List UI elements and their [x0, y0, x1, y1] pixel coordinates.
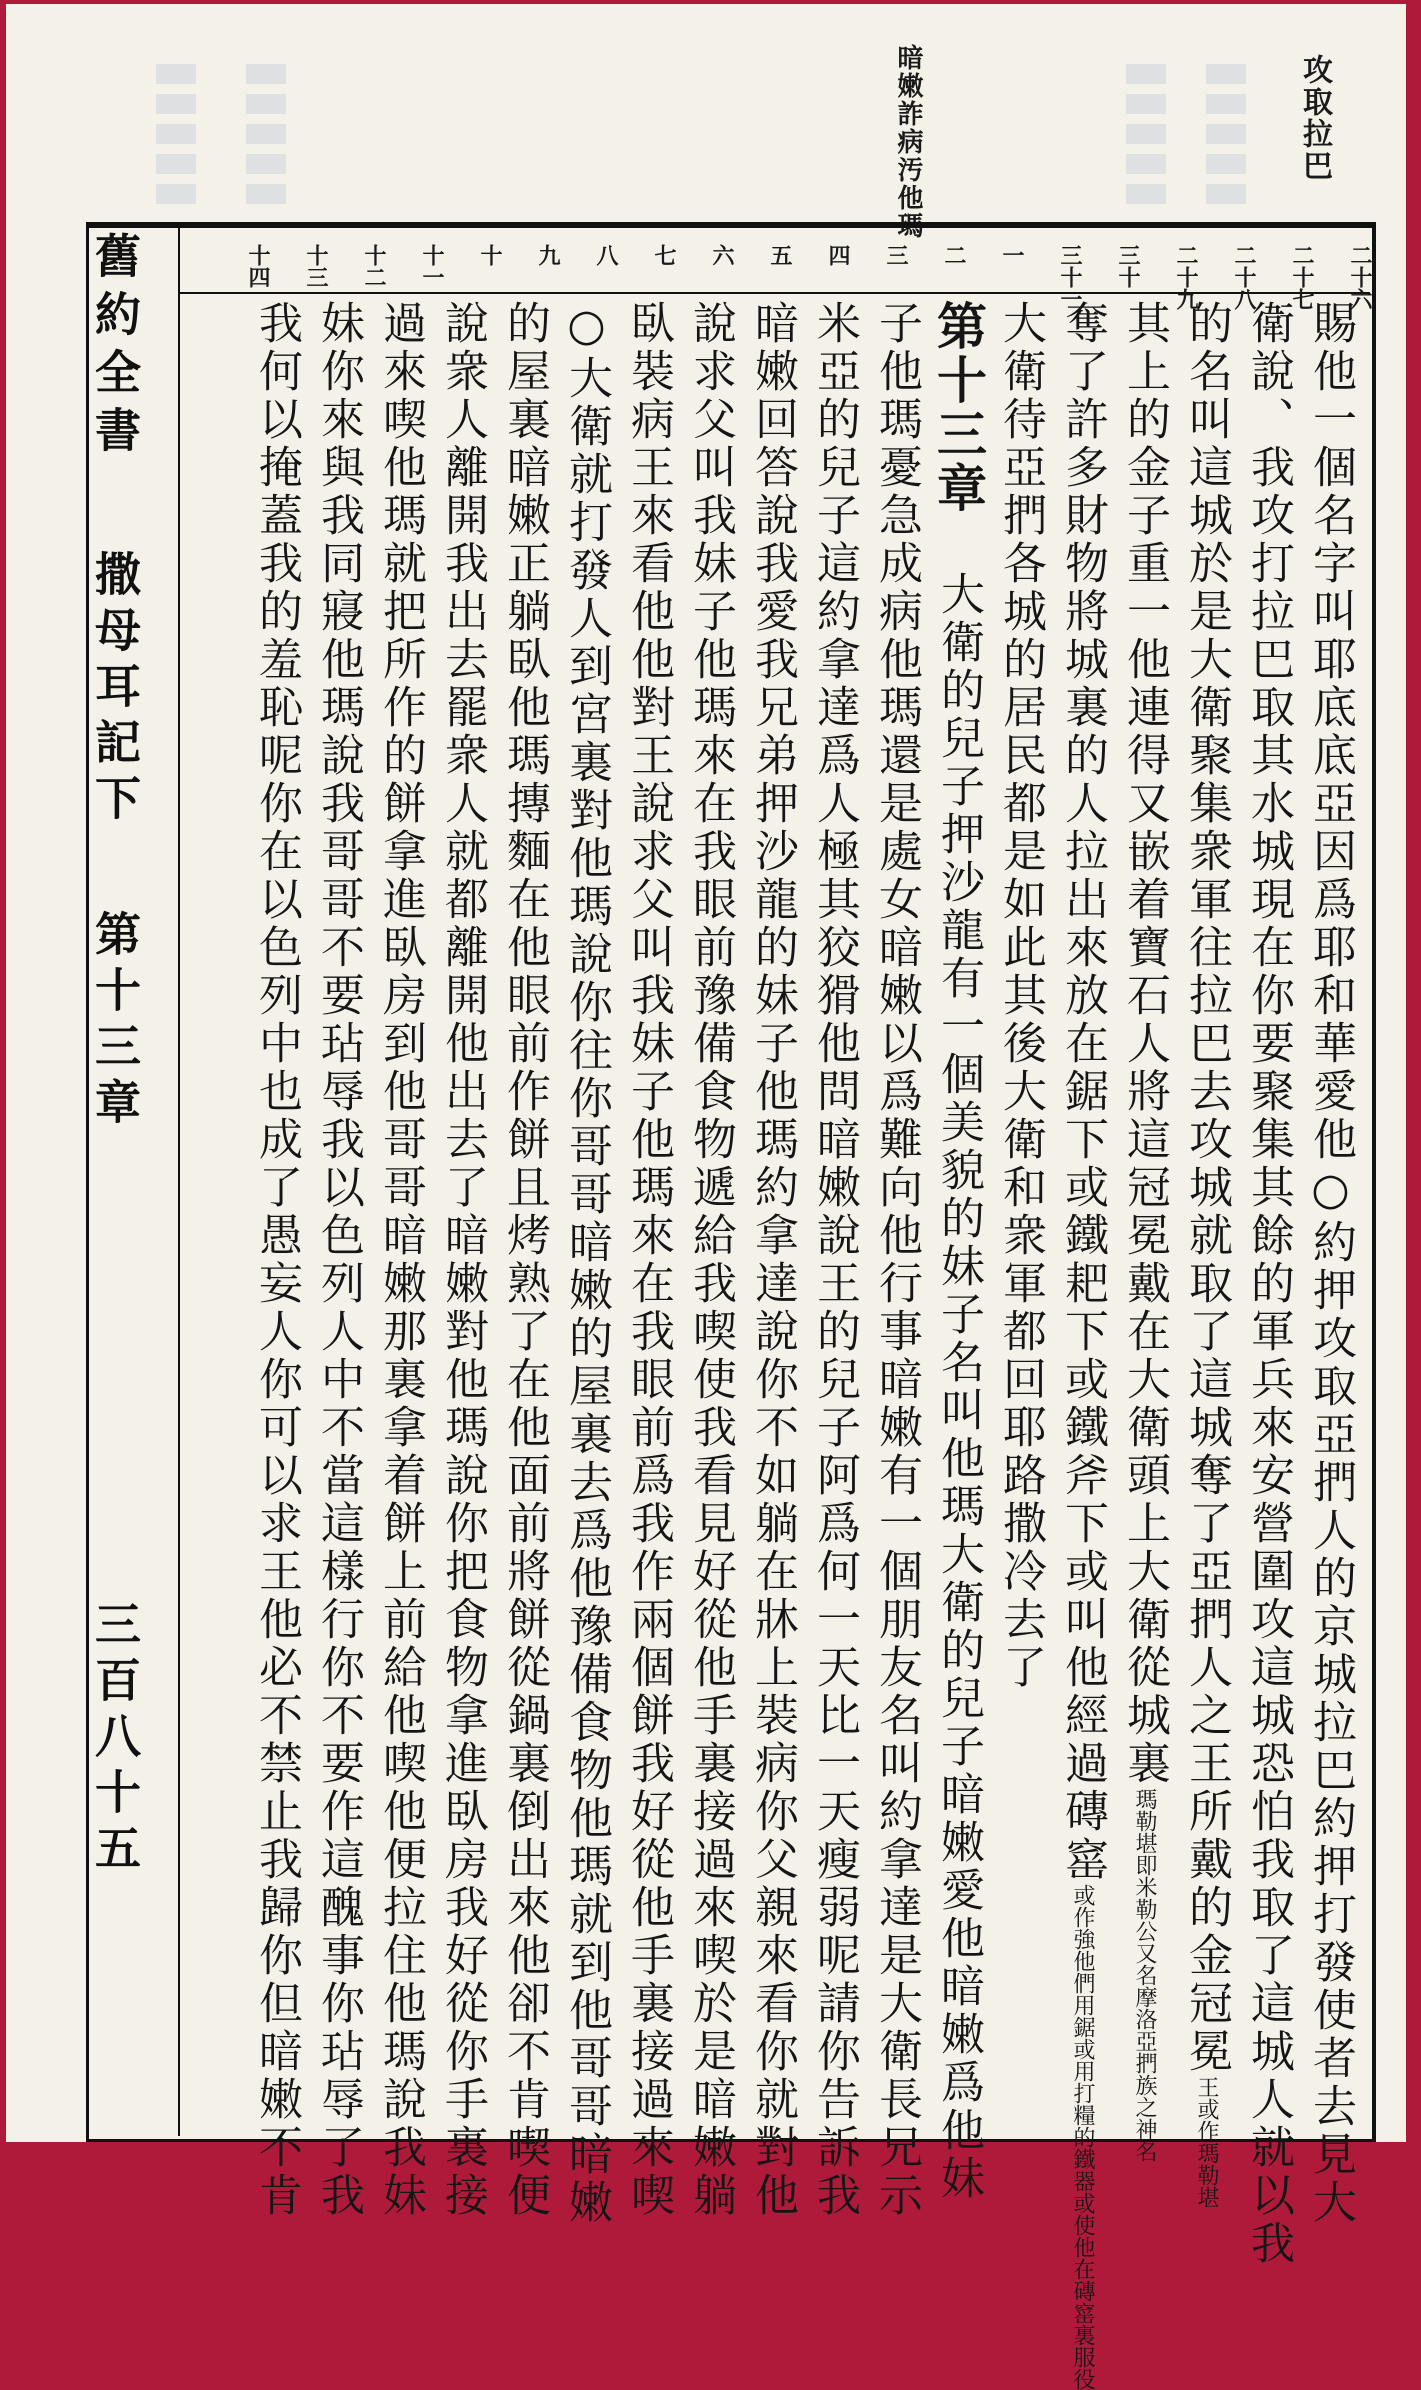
- bleed-through-mark: [156, 64, 196, 214]
- text-column: [986, 300, 1054, 2130]
- text-column: [676, 300, 744, 2220]
- column-text: [929, 300, 988, 2203]
- verse-number: 十: [477, 244, 503, 266]
- text-column: [1234, 300, 1302, 2268]
- column-text: 說求父叫我妹子他瑪來在我眼前豫備食物遞給我喫使我看見好從他手裏接過來喫於是暗嫩躺: [685, 300, 736, 2220]
- verse-number: 十三: [303, 244, 329, 288]
- verse-number: 五: [767, 244, 793, 266]
- verse-number: 一: [999, 244, 1025, 266]
- footer-divider: [178, 228, 180, 2136]
- footer-chapter: 第十三章: [88, 910, 142, 1134]
- text-column: [1048, 300, 1116, 2390]
- verse-number: 二十七: [1289, 244, 1315, 310]
- verse-number: 十四: [245, 244, 271, 288]
- footer-title: 舊約全書: [88, 232, 142, 464]
- column-text: 大衛的兒子押沙龍有一個美貌的妹子名叫他瑪大衛的兒子暗嫩愛他暗嫩爲他妹: [933, 516, 984, 2203]
- interlinear-note: 王或作瑪勒堪: [1194, 2076, 1219, 2208]
- verse-number: 七: [651, 244, 677, 266]
- interlinear-note: 或作強他們用鋸或用打糧的鐵器或使他在磚窰裏服役: [1070, 1884, 1095, 2390]
- verse-number: 八: [593, 244, 619, 266]
- column-text: 衛說、我攻打拉巴取其水城現在你要聚集其餘的軍兵來安營圍攻這城恐怕我取了這城人就以我: [1243, 300, 1294, 2268]
- text-column: [490, 300, 558, 2220]
- column-text: ○大衛就打發人到宮裏對他瑪說你往你哥哥暗嫩的屋裏去爲他豫備食物他瑪就到他哥哥暗嫩: [561, 300, 612, 2227]
- column-text: 的屋裏暗嫩正躺臥他瑪摶麵在他眼前作餅且烤熟了在他面前將餅從鍋裏倒出來他卻不肯喫便: [499, 300, 550, 2220]
- column-text: 賜他一個名字叫耶底底亞因爲耶和華愛他○約押攻取亞捫人的京城拉巴約押打發使者去見大: [1305, 300, 1356, 2227]
- column-text: 妹你來與我同寢他瑪說我哥哥不要玷辱我以色列人中不當這樣行你不要作這醜事你玷辱了我: [313, 300, 364, 2220]
- bleed-through-mark: [1206, 64, 1246, 214]
- bleed-through-mark: [246, 64, 286, 214]
- footer-book: 撒母耳記下: [88, 550, 142, 830]
- text-column: [738, 300, 806, 2220]
- column-text: 米亞的兒子這約拿達爲人極其狡猾他問暗嫩說王的兒子阿爲何一天比一天瘦弱呢請你告訴我: [809, 300, 860, 2220]
- column-text: 子他瑪憂急成病他瑪還是處女暗嫩以爲難向他行事暗嫩有一個朋友名叫約拿達是大衛長兄示: [871, 300, 922, 2220]
- verse-number: 九: [535, 244, 561, 266]
- margin-note: 暗嫩詐病汚他瑪: [893, 44, 923, 240]
- verse-number: 三: [883, 244, 909, 266]
- column-text: 暗嫩回答說我愛我兄弟押沙龍的妹子他瑪約拿達說你不如躺在牀上裝病你父親來看你就對他: [747, 300, 798, 2220]
- verse-number: 六: [709, 244, 735, 266]
- text-column: [304, 300, 372, 2220]
- column-text: 說衆人離開我出去罷衆人就都離開他出去了暗嫩對他瑪說你把食物拿進臥房我好從你手裏接: [437, 300, 488, 2220]
- verse-number: 三十一: [1057, 244, 1083, 310]
- text-column: [242, 300, 310, 2220]
- verse-number: 二十九: [1173, 244, 1199, 310]
- text-column: [428, 300, 496, 2220]
- interlinear-note: 瑪勒堪即米勒公又名摩洛亞捫族之神名: [1132, 1788, 1157, 2162]
- page-number: 三百八十五: [88, 1600, 142, 1880]
- text-column: [1296, 300, 1364, 2227]
- running-head: 攻取拉巴: [1297, 54, 1332, 182]
- column-text: 大衛待亞捫各城的居民都是如此其後大衛和衆軍都回耶路撒冷去了: [995, 300, 1046, 1692]
- text-column: [366, 300, 434, 2220]
- verse-number: 三十: [1115, 244, 1141, 288]
- verse-number: 二十六: [1347, 244, 1373, 310]
- text-column: [862, 300, 930, 2220]
- column-text: 過來喫他瑪就把所作的餅拿進臥房到他哥哥暗嫩那裏拿着餅上前給他喫他便拉住他瑪說我妹: [375, 300, 426, 2220]
- verse-number: 十一: [419, 244, 445, 288]
- column-text: 的名叫這城於是大衛聚集衆軍往拉巴去攻城就取了這城奪了亞捫人之王所戴的金冠冕: [1181, 300, 1232, 2076]
- bleed-through-mark: [1126, 64, 1166, 214]
- text-column: [924, 300, 992, 2203]
- text-column: [1172, 300, 1240, 2208]
- column-text: 臥裝病王來看他他對王說求父叫我妹子他瑪來在我眼前爲我作兩個餅我好從他手裏接過來喫: [623, 300, 674, 2220]
- verse-number: 二: [941, 244, 967, 266]
- column-text: 奪了許多財物將城裏的人拉出來放在鋸下或鐵耙下或鐵斧下或叫他經過磚窰: [1057, 300, 1108, 1884]
- verse-number: 十二: [361, 244, 387, 288]
- verse-number: 二十八: [1231, 244, 1257, 310]
- verse-number: 四: [825, 244, 851, 266]
- text-column: [614, 300, 682, 2220]
- column-text: 其上的金子重一他連得又嵌着寶石人將這冠冕戴在大衛頭上大衛從城裏: [1119, 300, 1170, 1788]
- text-column: [800, 300, 868, 2220]
- chapter-heading: 第十三章: [929, 300, 988, 516]
- column-text: 我何以掩蓋我的羞恥呢你在以色列中也成了愚妄人你可以求王他必不禁止我歸你但暗嫩不肯: [251, 300, 302, 2220]
- text-column: [552, 300, 620, 2227]
- text-column: [1110, 300, 1178, 2162]
